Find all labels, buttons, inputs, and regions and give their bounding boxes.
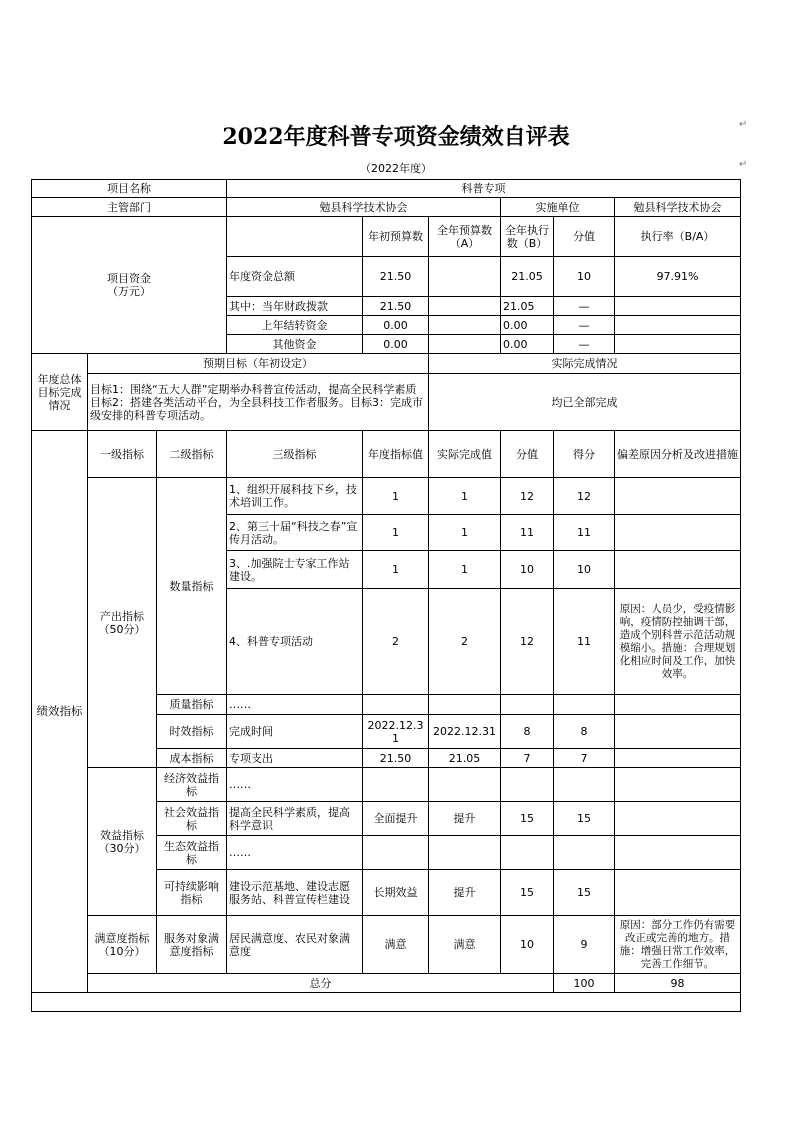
output-indicator-label: 产出指标 （50分） xyxy=(88,478,157,768)
funds-row-score-value: — xyxy=(554,297,615,316)
indicator-score-value: 12 xyxy=(501,478,554,515)
indicator-actual: 2022.12.31 xyxy=(429,715,501,749)
project-name-label: 项目名称 xyxy=(32,180,227,198)
paragraph-mark-icon: ↵ xyxy=(739,159,748,170)
indicator-target: 长期效益 xyxy=(363,870,429,916)
indicator-name: 提高全民科学素质，提高科学意识 xyxy=(227,802,363,836)
paragraph-mark-icon: ↵ xyxy=(739,119,748,130)
indicator-row xyxy=(32,768,741,802)
indicator-note xyxy=(615,836,741,870)
indicator-actual: 1 xyxy=(429,551,501,589)
indicator-row xyxy=(32,916,741,974)
funds-row-score-value: 10 xyxy=(554,257,615,297)
blank-cell xyxy=(32,993,741,1012)
satisfaction-indicator-label: 满意度指标 （10分） xyxy=(88,916,157,974)
goals-content-row xyxy=(32,374,741,431)
indicator-score: 15 xyxy=(554,870,615,916)
indicator-score-value: 10 xyxy=(501,916,554,974)
funds-row-score-value: — xyxy=(554,335,615,354)
goals-label: 年度总体目标完成情况 xyxy=(32,354,88,431)
indicator-score: 11 xyxy=(554,515,615,551)
indicator-actual: 提升 xyxy=(429,870,501,916)
indicator-actual: 满意 xyxy=(429,916,501,974)
indicator-score: 15 xyxy=(554,802,615,836)
indicator-score-value: 15 xyxy=(501,802,554,836)
header-score: 得分 xyxy=(554,431,615,478)
indicator-row xyxy=(32,478,741,515)
indicator-target: 2 xyxy=(363,589,429,695)
quantity-indicator-label: 数量指标 xyxy=(157,478,227,695)
indicator-target: 1 xyxy=(363,515,429,551)
funds-row-exec-rate xyxy=(615,316,741,335)
goals-header-row xyxy=(32,354,741,374)
indicator-note xyxy=(615,551,741,589)
indicator-score xyxy=(554,695,615,715)
level2-label: 社会效益指标 xyxy=(157,802,227,836)
indicator-name: 2、第三十届“科技之春”宣传月活动。 xyxy=(227,515,363,551)
indicator-score-value: 12 xyxy=(501,589,554,695)
funds-header-row xyxy=(32,217,741,257)
header-score-value: 分值 xyxy=(501,431,554,478)
level2-label: 经济效益指标 xyxy=(157,768,227,802)
header-level2: 二级指标 xyxy=(157,431,227,478)
header-target: 年度指标值 xyxy=(363,431,429,478)
indicator-note: 原因：部分工作仍有需要改正或完善的地方。措施：增强日常工作效率，完善工作细节。 xyxy=(615,916,741,974)
indicator-name: 完成时间 xyxy=(227,715,363,749)
funds-row-full-budget xyxy=(429,257,501,297)
cost-indicator-label: 成本指标 xyxy=(157,749,227,768)
indicator-target xyxy=(363,768,429,802)
evaluation-table xyxy=(31,179,741,1012)
indicator-actual xyxy=(429,836,501,870)
indicator-actual: 21.05 xyxy=(429,749,501,768)
level2-label: 服务对象满意度指标 xyxy=(157,916,227,974)
actual-completion-text: 均已全部完成 xyxy=(429,374,741,431)
funds-row-name: 年度资金总额 xyxy=(227,257,363,297)
header-initial-budget: 年初预算数 xyxy=(363,217,429,257)
funds-row-exec-rate: 97.91% xyxy=(615,257,741,297)
indicator-actual: 提升 xyxy=(429,802,501,836)
total-score-value: 100 xyxy=(554,974,615,993)
indicator-score: 8 xyxy=(554,715,615,749)
indicator-target xyxy=(363,836,429,870)
level2-label: 生态效益指标 xyxy=(157,836,227,870)
indicator-target: 1 xyxy=(363,551,429,589)
indicator-actual: 1 xyxy=(429,478,501,515)
expected-goal-text: 目标1：围绕“五大人群”定期举办科普宣传活动，提高全民科学素质目标2：搭建各类活动平台，为全县科技工作者服务。目标3：完成市级安排的科普专项活动。 xyxy=(88,374,429,431)
funds-row-exec-rate xyxy=(615,297,741,316)
indicator-name: …… xyxy=(227,768,363,802)
indicator-header-row xyxy=(32,431,741,478)
timeliness-indicator-label: 时效指标 xyxy=(157,715,227,749)
indicator-actual: 1 xyxy=(429,515,501,551)
project-name-value: 科普专项 xyxy=(227,180,741,198)
indicator-name: …… xyxy=(227,695,363,715)
dept-value: 勉县科学技术协会 xyxy=(227,198,501,217)
funds-row-initial: 0.00 xyxy=(363,316,429,335)
funds-row-name: 上年结转资金 xyxy=(227,316,363,335)
indicator-note xyxy=(615,768,741,802)
indicator-note xyxy=(615,695,741,715)
page-subtitle: （2022年度） xyxy=(360,162,432,175)
indicator-note xyxy=(615,749,741,768)
quality-indicator-label: 质量指标 xyxy=(157,695,227,715)
indicator-note xyxy=(615,715,741,749)
indicator-score xyxy=(554,836,615,870)
indicator-score: 12 xyxy=(554,478,615,515)
funds-row-name: 其中：当年财政拨款 xyxy=(227,297,363,316)
indicator-score-value xyxy=(501,836,554,870)
dept-row xyxy=(32,198,741,217)
indicator-score: 11 xyxy=(554,589,615,695)
header-level1: 一级指标 xyxy=(88,431,157,478)
indicator-score: 9 xyxy=(554,916,615,974)
indicator-note xyxy=(615,515,741,551)
funds-row-name: 其他资金 xyxy=(227,335,363,354)
indicator-name: 3、.加强院士专家工作站建设。 xyxy=(227,551,363,589)
indicator-target: 2022.12.31 xyxy=(363,715,429,749)
funds-label: 项目资金 （万元） xyxy=(32,217,227,354)
funds-row-exec-rate xyxy=(615,335,741,354)
level2-label: 可持续影响指标 xyxy=(157,870,227,916)
funds-row-initial: 0.00 xyxy=(363,335,429,354)
funds-row-full-exec: 21.05 xyxy=(501,257,554,297)
impl-unit-label: 实施单位 xyxy=(501,198,615,217)
header-full-budget: 全年预算数（A） xyxy=(429,217,501,257)
funds-row-initial: 21.50 xyxy=(363,257,429,297)
indicator-score-value: 15 xyxy=(501,870,554,916)
total-row xyxy=(32,974,741,993)
indicator-name: 建设示范基地、建设志愿服务站、科普宣传栏建设 xyxy=(227,870,363,916)
indicator-target: 21.50 xyxy=(363,749,429,768)
indicator-actual xyxy=(429,695,501,715)
project-row xyxy=(32,180,741,198)
indicator-note xyxy=(615,870,741,916)
indicator-name: 居民满意度、农民对象满意度 xyxy=(227,916,363,974)
expected-goal-label: 预期目标（年初设定） xyxy=(88,354,429,374)
header-actual: 实际完成值 xyxy=(429,431,501,478)
funds-row-full-exec: 21.05 xyxy=(501,297,554,316)
indicator-target: 全面提升 xyxy=(363,802,429,836)
header-exec-rate: 执行率（B/A） xyxy=(615,217,741,257)
impl-unit-value: 勉县科学技术协会 xyxy=(615,198,741,217)
actual-completion-label: 实际完成情况 xyxy=(429,354,741,374)
indicator-name: 1、组织开展科技下乡，技术培训工作。 xyxy=(227,478,363,515)
total-label: 总分 xyxy=(88,974,554,993)
indicator-note xyxy=(615,802,741,836)
funds-row-full-budget xyxy=(429,316,501,335)
funds-row-full-exec: 0.00 xyxy=(501,316,554,335)
performance-indicators-label: 绩效指标 xyxy=(32,431,88,993)
indicator-actual xyxy=(429,768,501,802)
indicator-actual: 2 xyxy=(429,589,501,695)
funds-blank-header xyxy=(227,217,363,257)
indicator-score-value: 11 xyxy=(501,515,554,551)
funds-row-full-budget xyxy=(429,335,501,354)
indicator-target: 1 xyxy=(363,478,429,515)
header-level3: 三级指标 xyxy=(227,431,363,478)
indicator-score-value: 7 xyxy=(501,749,554,768)
funds-row-full-budget xyxy=(429,297,501,316)
indicator-name: 专项支出 xyxy=(227,749,363,768)
header-full-exec: 全年执行数（B） xyxy=(501,217,554,257)
blank-row xyxy=(32,993,741,1012)
page-title: 2022年度科普专项资金绩效自评表 xyxy=(222,124,570,150)
funds-row-score-value: — xyxy=(554,316,615,335)
indicator-score-value xyxy=(501,695,554,715)
header-score-value: 分值 xyxy=(554,217,615,257)
indicator-score: 10 xyxy=(554,551,615,589)
indicator-name: 4、科普专项活动 xyxy=(227,589,363,695)
benefit-indicator-label: 效益指标 （30分） xyxy=(88,768,157,916)
indicator-target xyxy=(363,695,429,715)
funds-row-initial: 21.50 xyxy=(363,297,429,316)
indicator-note: 原因：人员少，受疫情影响，疫情防控抽调干部，造成个别科普示范活动规模缩小。措施：合理规划化相应时间及工作，加快效率。 xyxy=(615,589,741,695)
indicator-score: 7 xyxy=(554,749,615,768)
indicator-note xyxy=(615,478,741,515)
funds-row-full-exec: 0.00 xyxy=(501,335,554,354)
indicator-score-value xyxy=(501,768,554,802)
dept-label: 主管部门 xyxy=(32,198,227,217)
total-score: 98 xyxy=(615,974,741,993)
indicator-score xyxy=(554,768,615,802)
indicator-score-value: 10 xyxy=(501,551,554,589)
indicator-name: …… xyxy=(227,836,363,870)
indicator-target: 满意 xyxy=(363,916,429,974)
header-analysis: 偏差原因分析及改进措施 xyxy=(615,431,741,478)
indicator-score-value: 8 xyxy=(501,715,554,749)
